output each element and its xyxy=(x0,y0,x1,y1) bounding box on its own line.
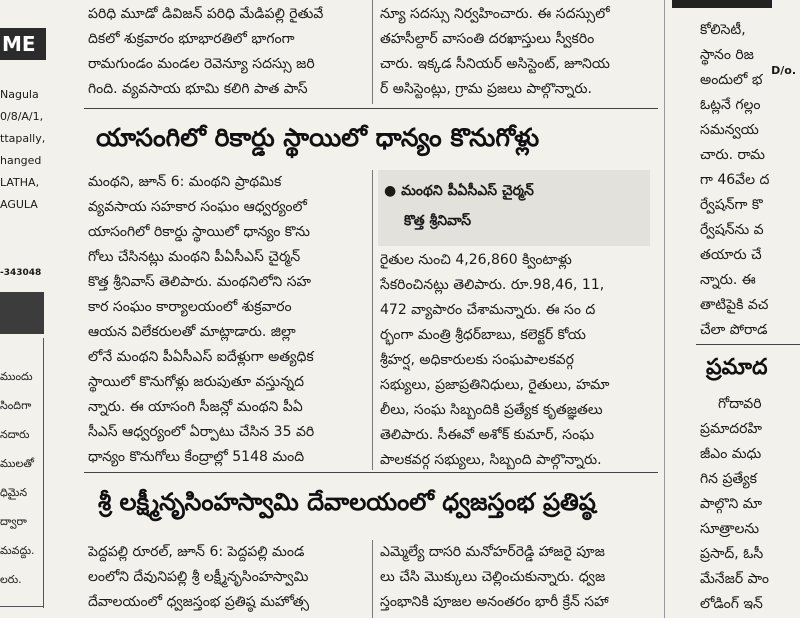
main-article-col2 xyxy=(380,248,656,473)
notice-line: 0/8/A/1, xyxy=(0,110,44,123)
text-line: లీలు, సంఘ సిబ్బందికి ప్రత్యేక కృతజ్ఞతలు xyxy=(380,402,603,418)
text-line: తయారు చే xyxy=(700,247,762,263)
column-divider xyxy=(372,0,373,104)
text-line: తహసీల్దార్ వాసంతి దరఖాస్తులు స్వీకరిం xyxy=(380,31,595,47)
second-headline: శ్రీ లక్ష్మీనృసింహస్వామి దేవాలయంలో ధ్వజస్తంభ ప్రతిష్ఠ xyxy=(98,488,596,516)
text-line: తాటిపైకి వచ xyxy=(700,297,769,313)
second-article-col2 xyxy=(380,540,656,615)
text-line: లంలోని దేవునిపల్లి శ్రీ లక్ష్మీనృసింహస్వామి xyxy=(88,569,309,585)
text-line: చారు. రామ xyxy=(700,147,765,163)
text-line: ఓట్లనే గల్లం xyxy=(700,97,761,113)
page-gutter xyxy=(664,0,665,618)
text-line: మంథని, జూన్ 6: మంథని ప్రాథమిక xyxy=(88,174,282,190)
text-line: గింది. వ్యవసాయ భూమి కలిగి పాత పాస్ xyxy=(88,81,308,97)
text-line: ర్భంగా మంత్రి శ్రీధర్‌బాబు, కలెక్టర్ కోయ xyxy=(380,327,586,343)
text-line: లోనే మంథని పీఏసీఎస్ ఐదేళ్లుగా అత్యధిక xyxy=(88,349,314,365)
text-line: న్నారు. ఈ యాసంగి సీజన్లో మంథని పీఏ xyxy=(88,399,303,415)
notice-line: Nagula xyxy=(0,88,39,101)
notice-line: ధిమైన xyxy=(0,486,28,499)
text-line: పెద్దపల్లి రూరల్, జూన్ 6: పెద్దపల్లి మండ xyxy=(88,544,305,560)
text-line: ర్వేషన్‌ను వ xyxy=(700,222,764,238)
main-article-col1 xyxy=(88,170,370,470)
notice-line: నదారు xyxy=(0,428,30,441)
text-line: గోలు చేసినట్లు మంథని పీఏసీఎస్ చైర్మన్ xyxy=(88,249,301,265)
text-line: జీఎం మధు xyxy=(700,446,762,462)
lower-notice-lines xyxy=(0,362,44,594)
text-line: ఆయన విలేకరులతో మాట్లాడారు. జిల్లా xyxy=(88,324,296,340)
text-line: గిన ప్రత్యేక xyxy=(700,471,757,487)
column-divider xyxy=(372,540,373,618)
text-line: కొత్త శ్రీనివాస్ తెలిపారు. మంథనిలోని సహ xyxy=(88,274,311,290)
text-line: ఎమ్మెల్యే దాసరి మనోహర్‌రెడ్డి హాజరై పూజ xyxy=(380,544,605,560)
article-separator xyxy=(84,472,658,473)
text-line: న్యూ సదస్సు నిర్వహించారు. ఈ సదస్సులో xyxy=(380,6,610,22)
text-line: కోలిసెటీ, xyxy=(700,22,746,38)
notice-line: ములతో xyxy=(0,457,34,470)
text-line: దికలో శుక్రవారం భూభారతిలో భాగంగా xyxy=(88,31,295,47)
notice-line: ద్వారా xyxy=(0,515,27,528)
text-line: న్నారు. ఈ xyxy=(700,272,756,288)
notice-line: AGULA xyxy=(0,198,38,211)
text-line: లు చేసి మొక్కులు చెల్లించుకున్నారు. ధ్వజ xyxy=(380,569,606,585)
top-article-right xyxy=(380,2,654,102)
text-line: సీఎస్ ఆధ్వర్యంలో ఏర్పాటు చేసిన 35 వరి xyxy=(88,424,315,440)
notice-line: సిందిగా xyxy=(0,399,32,412)
text-line: ప్రసాద్, ఓసీ xyxy=(700,546,764,562)
text-line: రామగుండం మండల రెవెన్యూ సదస్సు జరి xyxy=(88,56,315,72)
main-headline: యాసంగిలో రికార్డు స్థాయిలో ధాన్యం కొనుగోళ్లు xyxy=(96,123,540,152)
text-line: శ్రీహర్ష, అధికారులకు సంఘపాలకవర్గ xyxy=(380,352,574,368)
bullet-box xyxy=(378,170,650,246)
notice-line: లరు. xyxy=(0,573,22,586)
text-line: ప్రమాదరహి xyxy=(700,421,762,437)
text-line: మేనేజర్ పాం xyxy=(700,571,770,587)
article-separator xyxy=(84,108,658,109)
text-line: సమన్వయ xyxy=(700,122,759,138)
text-line: రైతుల నుంచి 4,26,860 క్వింటాళ్లు xyxy=(380,252,572,268)
notice-lines xyxy=(0,84,44,216)
text-line: పాల్గొని మా xyxy=(700,496,763,512)
text-line: యాసంగిలో రికార్డు స్థాయిలో ధాన్యం కొను xyxy=(88,224,310,240)
text-line: సేకరించినట్లు తెలిపారు. రూ.98,46, 11, xyxy=(380,277,605,293)
notice-line: ముందు xyxy=(0,370,33,383)
box-border xyxy=(0,606,44,607)
text-line: స్థానం రిజ xyxy=(700,47,754,63)
notice-line: LATHA, xyxy=(0,176,40,189)
text-line: చారు. ఇక్కడ సీనియర్ అసిస్టెంట్, జూనియ xyxy=(380,56,610,72)
grey-header-bar xyxy=(0,292,44,334)
text-line: 472 వ్యాపారం చేశామన్నారు. ఈ సం ద xyxy=(380,302,596,318)
text-line: లోడింగ్ ఇన్ xyxy=(700,596,763,612)
text-line: పాలకవర్గ సభ్యులు, సిబ్బంది పాల్గొన్నారు. xyxy=(380,452,602,468)
do-label: D/o. xyxy=(771,64,796,77)
text-line: పరిధి మూడో డివిజన్ పరిధి మేడిపల్లి రైతువే xyxy=(88,6,324,22)
name-heading: ME xyxy=(0,28,46,60)
column-divider xyxy=(372,170,373,470)
notice-line: మవద్దు. xyxy=(0,544,35,557)
text-line: తెలిపారు. సీఈవో అశోక్ కుమార్, సంఘ xyxy=(380,427,595,443)
right-column-top xyxy=(700,18,800,343)
text-line: స్థాయిలో కొనుగోళ్లు జరుపుతూ వస్తున్నద xyxy=(88,374,304,390)
right-column-bottom xyxy=(700,392,800,617)
text-line: దేవాలయంలో ధ్వజస్తంభ ప్రతిష్ఠ మహోత్స xyxy=(88,594,310,610)
bullet-line: ● మంథని పీఏసీఎస్ చైర్మన్ xyxy=(384,183,534,199)
phone-number: -343048 xyxy=(0,268,42,278)
box-border xyxy=(43,338,44,608)
text-line: ర్వేషన్‌గా కొ xyxy=(700,197,763,213)
text-line: వ్యవసాయ సహకార సంఘం ఆధ్వర్యంలో xyxy=(88,199,307,215)
notice-line: ttapally, xyxy=(0,132,46,145)
text-line: ధాన్యం కొనుగోలు కేంద్రాల్లో 5148 మంది xyxy=(88,449,305,465)
right-top-bar xyxy=(672,0,772,8)
text-line: చేలా పోరాడ xyxy=(700,322,768,338)
bullet-line: కొత్త శ్రీనివాస్ xyxy=(404,213,472,229)
notice-line: hanged xyxy=(0,154,42,167)
article-separator xyxy=(696,344,800,345)
text-line: గోదావరి xyxy=(718,396,762,412)
text-line: సభ్యులు, ప్రజాప్రతినిధులు, రైతులు, హమా xyxy=(380,377,610,393)
second-article-col1 xyxy=(88,540,370,615)
text-line: గా 46వేల ద xyxy=(700,172,770,188)
text-line: స్తంభానికి పూజల అనంతరం భారీ క్రేన్ సహా xyxy=(380,594,609,610)
right-headline: ప్రమాద xyxy=(706,355,768,380)
top-article-left xyxy=(88,2,366,102)
text-line: ర్ అసిస్టెంట్లు, గ్రామ ప్రజలు పాల్గొన్నారు. xyxy=(380,81,592,97)
text-line: సూత్రాలను xyxy=(700,521,760,537)
text-line: అందులో భ xyxy=(700,72,763,88)
text-line: కార సంఘం కార్యాలయంలో శుక్రవారం xyxy=(88,299,292,315)
